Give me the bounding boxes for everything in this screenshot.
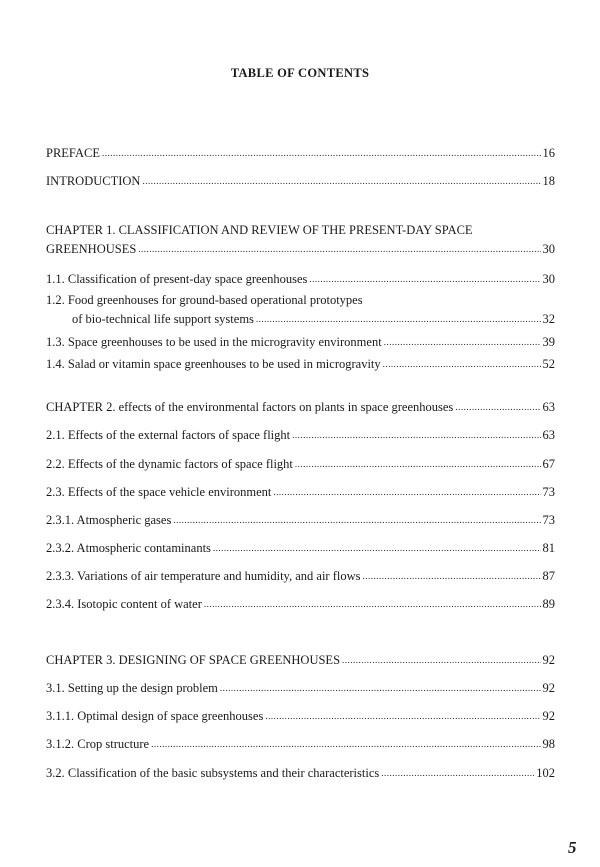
toc-entry-label: 3.1.2. Crop structure <box>46 737 150 751</box>
toc-entry-page: 92 <box>542 653 555 667</box>
dot-leader <box>455 400 540 414</box>
toc-entry-page: 30 <box>542 272 555 286</box>
toc-entry-2-1[interactable] <box>46 428 555 443</box>
dot-leader <box>381 766 534 780</box>
toc-entry-page: 87 <box>542 569 555 583</box>
toc-entry-chapter-3[interactable] <box>46 653 555 668</box>
toc-entry-label: CHAPTER 3. DESIGNING OF SPACE GREENHOUSES <box>46 653 341 667</box>
dot-leader <box>102 146 541 160</box>
toc-entry-2-3-2[interactable] <box>46 541 555 556</box>
toc-entry-label: INTRODUCTION <box>46 174 141 188</box>
toc-entry-2-3[interactable] <box>46 485 555 500</box>
toc-entry-label: 3.2. Classification of the basic subsystems and their characteristics <box>46 766 380 780</box>
dot-leader <box>309 272 540 286</box>
toc-entry-page: 63 <box>542 428 555 442</box>
page-number: 5 <box>568 838 577 857</box>
toc-entry-page: 98 <box>542 737 555 751</box>
toc-entry-label: 2.3.1. Atmospheric gases <box>46 513 172 527</box>
toc-entry-label-line1: CHAPTER 1. CLASSIFICATION AND REVIEW OF THE PRESENT-DAY SPACE <box>46 223 473 237</box>
toc-entry-page: 30 <box>542 242 555 256</box>
dot-leader <box>220 681 541 695</box>
toc-entry-page: 32 <box>542 312 555 326</box>
toc-entry-2-3-3[interactable] <box>46 569 555 584</box>
toc-entry-label: GREENHOUSES <box>46 242 137 256</box>
toc-entry-1-2[interactable] <box>46 293 555 327</box>
toc-entry-label-line1: 1.2. Food greenhouses for ground-based operational prototypes <box>46 293 363 307</box>
toc-entry-3-2[interactable] <box>46 766 555 781</box>
toc-entry-page: 102 <box>536 766 555 780</box>
toc-entry-label: 3.1.1. Optimal design of space greenhouses <box>46 709 264 723</box>
dot-leader <box>265 709 540 723</box>
toc-entry-page: 92 <box>542 709 555 723</box>
dot-leader <box>138 242 540 256</box>
toc-entry-page: 81 <box>542 541 555 555</box>
dot-leader <box>256 312 541 326</box>
dot-leader <box>173 513 540 527</box>
toc-entry-2-3-4[interactable] <box>46 597 555 612</box>
toc-entry-label: PREFACE <box>46 146 100 160</box>
dot-leader <box>151 737 540 751</box>
toc-entry-label: 2.3.4. Isotopic content of water <box>46 597 202 611</box>
dot-leader <box>142 174 540 188</box>
dot-leader <box>213 541 541 555</box>
toc-entry-label: CHAPTER 2. effects of the environmental factors on plants in space greenhouses <box>46 400 454 414</box>
toc-entry-page: 39 <box>542 335 555 349</box>
toc-entry-1-3[interactable] <box>46 335 555 350</box>
toc-entry-page: 16 <box>542 146 555 160</box>
toc-entry-preface[interactable] <box>46 146 555 161</box>
toc-entry-page: 67 <box>542 457 555 471</box>
toc-entry-label: 1.1. Classification of present-day space greenhouses <box>46 272 308 286</box>
toc-entry-page: 92 <box>542 681 555 695</box>
dot-leader <box>292 428 540 442</box>
toc-entry-2-2[interactable] <box>46 457 555 472</box>
toc-entry-1-4[interactable] <box>46 357 555 372</box>
toc-entry-3-1-2[interactable] <box>46 737 555 752</box>
toc-entry-introduction[interactable] <box>46 174 555 189</box>
toc-entry-chapter-1[interactable] <box>46 223 555 257</box>
toc-entry-label: 1.3. Space greenhouses to be used in the microgravity environment <box>46 335 382 349</box>
toc-entry-2-3-1[interactable] <box>46 513 555 528</box>
dot-leader <box>204 597 541 611</box>
toc-entry-3-1[interactable] <box>46 681 555 696</box>
dot-leader <box>363 569 541 583</box>
toc-entry-page: 52 <box>542 357 555 371</box>
toc-entry-label: 2.3.2. Atmospheric contaminants <box>46 541 211 555</box>
toc-entry-label: 2.3.3. Variations of air temperature and humidity, and air flows <box>46 569 361 583</box>
toc-entry-page: 73 <box>542 513 555 527</box>
dot-leader <box>273 485 540 499</box>
dot-leader <box>384 335 541 349</box>
toc-entry-3-1-1[interactable] <box>46 709 555 724</box>
toc-entry-page: 89 <box>542 597 555 611</box>
toc-entry-page: 73 <box>542 485 555 499</box>
toc-entry-page: 18 <box>542 174 555 188</box>
toc-entry-chapter-2[interactable] <box>46 400 555 415</box>
dot-leader <box>342 653 540 667</box>
toc-entry-label: 3.1. Setting up the design problem <box>46 681 218 695</box>
page-title: TABLE OF CONTENTS <box>230 66 370 80</box>
toc-entry-label: of bio-technical life support systems <box>72 312 254 326</box>
toc-entry-label: 2.3. Effects of the space vehicle environment <box>46 485 272 499</box>
toc-entry-page: 63 <box>542 400 555 414</box>
dot-leader <box>383 357 541 371</box>
toc-entry-label: 2.1. Effects of the external factors of space flight <box>46 428 291 442</box>
toc-entry-1-1[interactable] <box>46 272 555 287</box>
toc-entry-label: 2.2. Effects of the dynamic factors of space flight <box>46 457 293 471</box>
dot-leader <box>295 457 541 471</box>
toc-entry-label: 1.4. Salad or vitamin space greenhouses to be used in microgravity <box>46 357 381 371</box>
